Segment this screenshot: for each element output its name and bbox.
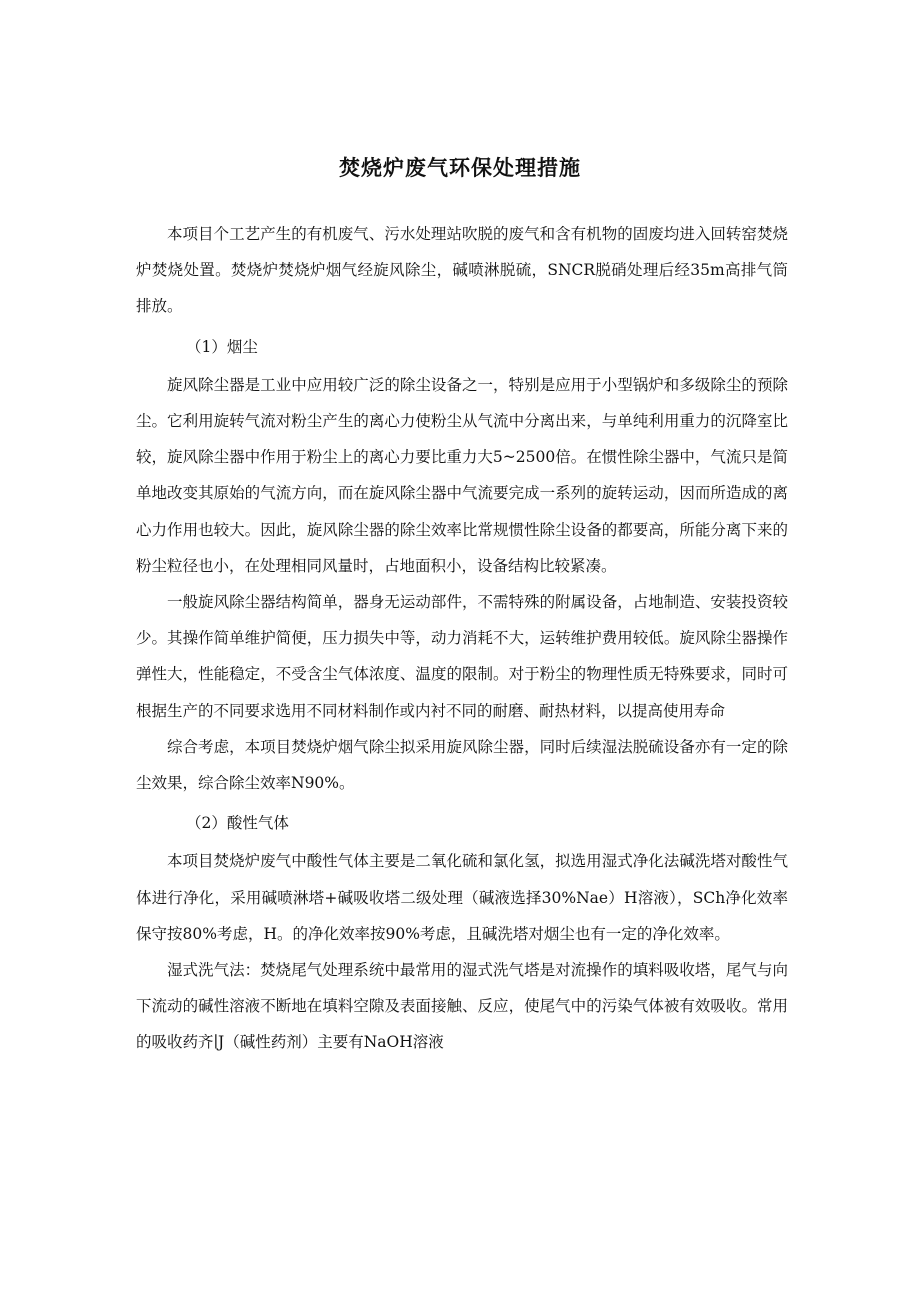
dust-paragraph-1: 旋风除尘器是工业中应用较广泛的除尘设备之一，特别是应用于小型锅炉和多级除尘的预除尘。它利用旋转气流对粉尘产生的离心力使粉尘从气流中分离出来，与单纯利用重力的沉降室比较，旋风除尘器中作用于粉尘上的离心力要比重力大5~2500倍。在惯性除尘器中，气流只是简单地改变其原始的气流方向，而在旋风除尘器中气流要完成一系列的旋转运动，因而所造成的离心力作用也较大。因此，旋风除尘器的除尘效率比常规惯性除尘设备的都要高，所能分离下来的粉尘粒径也小，在处理相同风量时，占地面积小，设备结构比较紧凑。 <box>136 375 788 575</box>
intro-paragraph: 本项目个工艺产生的有机废气、污水处理站吹脱的废气和含有机物的固废均进入回转窑焚烧炉焚烧处置。焚烧炉焚烧炉烟气经旋风除尘，碱喷淋脱硫，SNCR脱硝处理后经35m高排气筒排放。 <box>136 225 788 316</box>
acid-gas-paragraph-1: 本项目焚烧炉废气中酸性气体主要是二氧化硫和氯化氢，拟选用湿式净化法碱洗塔对酸性气体进行净化，采用碱喷淋塔+碱吸收塔二级处理（碱液选择30%Nae）H溶液），SCh净化效率保守按80%考虑，H。的净化效率按90%考虑，且碱洗塔对烟尘也有一定的净化效率。 <box>136 852 788 943</box>
section-heading-dust: （1）烟尘 <box>186 337 258 356</box>
section-heading-acid-gas: （2）酸性气体 <box>186 814 289 833</box>
document-body <box>136 216 788 1061</box>
dust-paragraph-3: 综合考虑，本项目焚烧炉烟气除尘拟采用旋风除尘器，同时后续湿法脱硫设备亦有一定的除尘效果，综合除尘效率N90%。 <box>136 737 788 793</box>
dust-paragraph-2: 一般旋风除尘器结构简单，器身无运动部件，不需特殊的附属设备，占地制造、安装投资较少。其操作简单维护简便，压力损失中等，动力消耗不大，运转维护费用较低。旋风除尘器操作弹性大，性能稳定，不受含尘气体浓度、温度的限制。对于粉尘的物理性质无特殊要求，同时可根据生产的不同要求选用不同材料制作或内衬不同的耐磨、耐热材料，以提高使用寿命 <box>136 593 788 720</box>
document-title: 焚烧炉废气环保处理措施 <box>339 156 581 180</box>
acid-gas-paragraph-2: 湿式洗气法：焚烧尾气处理系统中最常用的湿式洗气塔是对流操作的填料吸收塔，尾气与向下流动的碱性溶液不断地在填料空隙及表面接触、反应，使尾气中的污染气体被有效吸收。常用的吸收药齐∣J（碱性药剂）主要有NaOH溶液 <box>136 961 788 1052</box>
